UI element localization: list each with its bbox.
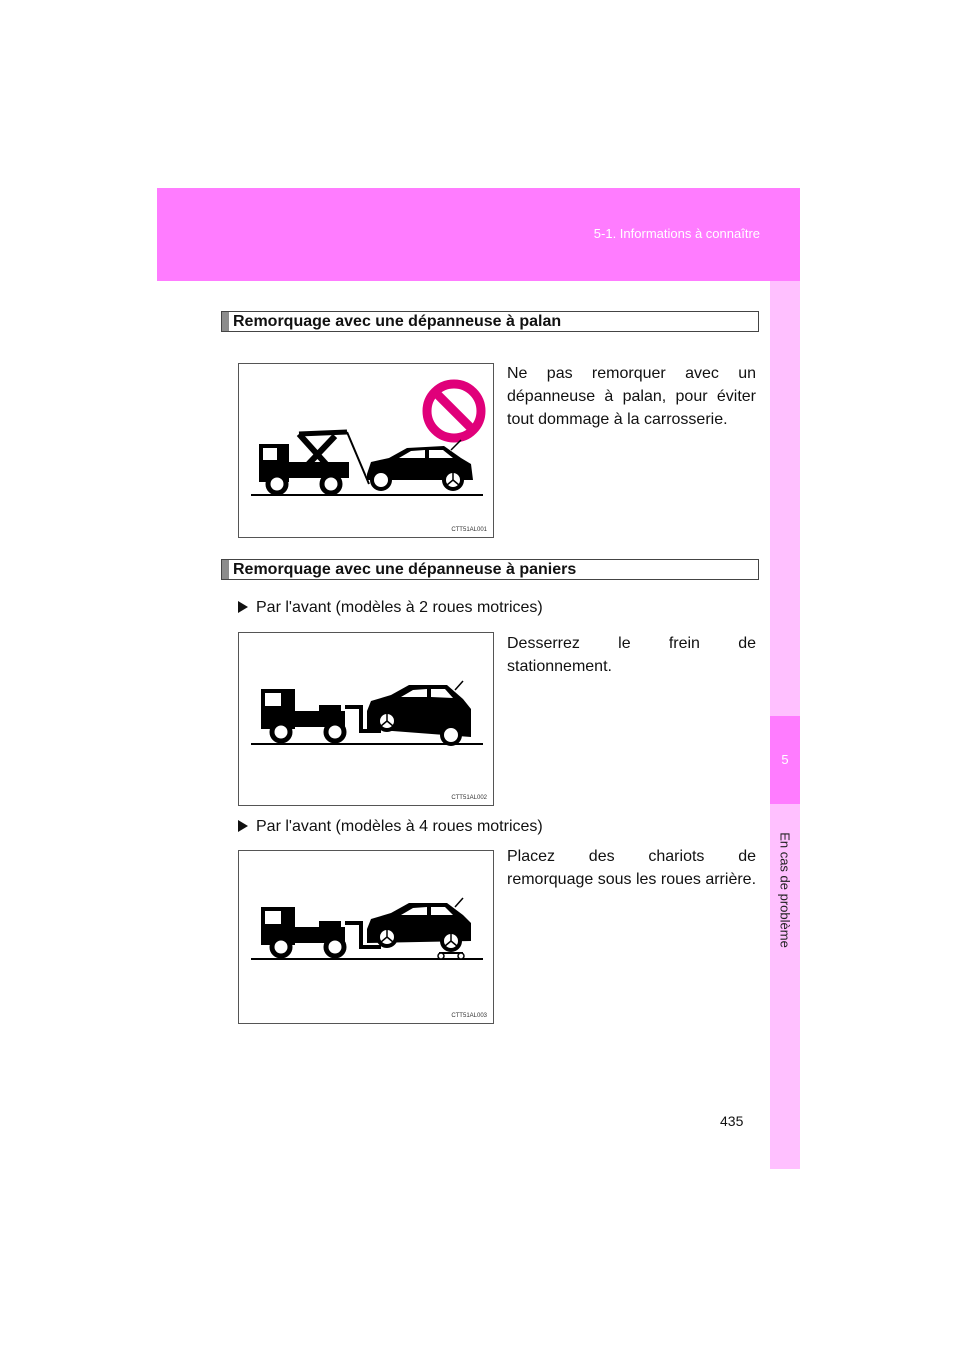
tow-truck-icon <box>261 907 381 956</box>
figure-hoist-towing <box>238 363 494 538</box>
page-number: 435 <box>720 1113 744 1129</box>
side-tab-number: 5 <box>770 716 800 804</box>
section-heading-hoist: Remorquage avec une dépanneuse à palan <box>221 311 759 332</box>
prohibited-icon <box>427 384 481 438</box>
bullet-triangle-icon <box>238 820 248 832</box>
chapter-header <box>157 188 800 281</box>
car-icon <box>367 440 473 489</box>
figure-code: CTT51AL001 <box>451 527 487 533</box>
hoist-warning-text: Ne pas remorquer avec un dépanneuse à palan, pour éviter tout dommage à la carrosserie. <box>507 365 756 428</box>
side-tab-label: En cas de problème <box>777 832 793 948</box>
bullet-triangle-icon <box>238 601 248 613</box>
bullet-front-2wd <box>238 598 543 618</box>
section-heading-wheel-lift: Remorquage avec une dépanneuse à paniers <box>221 559 759 580</box>
figure-wheel-lift-2wd <box>238 632 494 806</box>
tow-truck-icon <box>259 432 369 493</box>
bullet-label: Par l'avant (modèles à 4 roues motrices) <box>256 818 543 835</box>
figure-code: CTT51AL003 <box>451 1013 487 1019</box>
figure-wheel-lift-4wd <box>238 850 494 1024</box>
chapter-title: 5-1. Informations à connaître <box>593 226 760 241</box>
bullet-label: Par l'avant (modèles à 2 roues motrices) <box>256 599 543 616</box>
figure-code: CTT51AL002 <box>451 795 487 801</box>
car-icon <box>367 681 471 744</box>
car-icon <box>367 898 471 950</box>
instruction-4wd-text: Placez des chariots de remorquage sous les roues arrière. <box>507 848 757 888</box>
bullet-front-4wd <box>238 817 543 837</box>
instruction-2wd-text: Desserrez le frein de stationnement. <box>507 635 756 675</box>
tow-truck-icon <box>261 689 381 741</box>
